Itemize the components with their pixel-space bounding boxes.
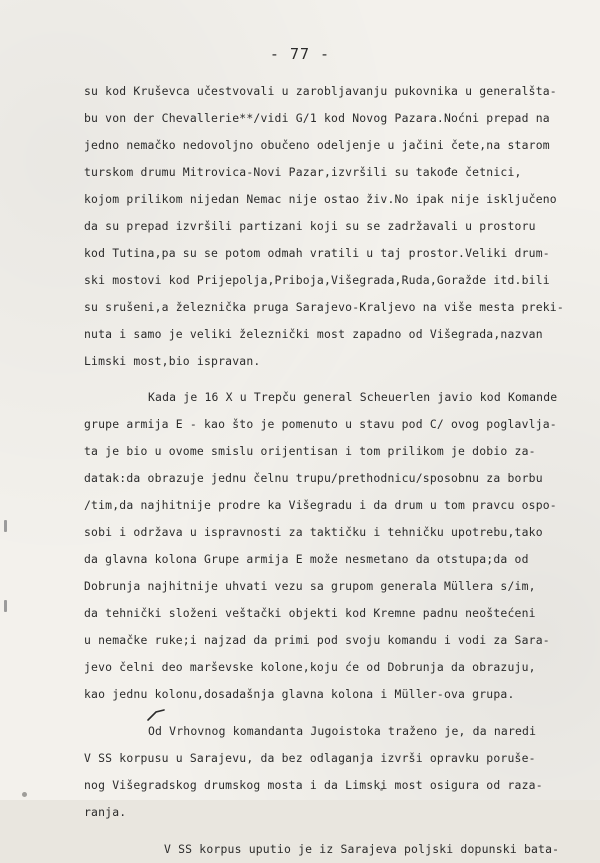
handwritten-pen-mark bbox=[146, 708, 166, 722]
text-line: Limski most,bio ispravan. bbox=[84, 354, 261, 368]
scan-artifact-speck bbox=[22, 792, 27, 797]
text-line: da tehnički složeni veštački objekti kod Kremne padnu neoštećeni bbox=[84, 606, 536, 620]
paragraph-3 bbox=[84, 718, 594, 826]
paragraph-1 bbox=[84, 78, 594, 375]
body-text bbox=[84, 78, 594, 863]
text-line: ski mostovi kod Prijepolja,Priboja,Višegrada,Ruda,Goražde itd.bili bbox=[84, 273, 550, 287]
paragraph-gap bbox=[84, 375, 594, 384]
text-line: ta je bio u ovome smislu orijentisan i tom prilikom je dobio za- bbox=[84, 444, 536, 458]
text-line: su kod Kruševca učestvovali u zarobljavanju pukovnika u generalšta- bbox=[84, 84, 557, 98]
text-line: u nemačke ruke;i najzad da primi pod svoju komandu i vodi za Sara- bbox=[84, 633, 550, 647]
text-line: ranja. bbox=[84, 805, 127, 819]
text-line: nog Višegradskog drumskog mosta i da Limski most osigura od raza- bbox=[84, 778, 543, 792]
text-line: V SS korpus uputio je iz Sarajeva poljski dopunski bata- bbox=[164, 842, 560, 856]
text-line: da glavna kolona Grupe armija E može nesmetano da otstupa;da od bbox=[84, 552, 529, 566]
text-line: kojom prilikom nijedan Nemac nije ostao živ.No ipak nije isključeno bbox=[84, 192, 557, 206]
text-line: kao jednu kolonu,dosadašnja glavna kolona i Müller-ova grupa. bbox=[84, 687, 515, 701]
text-line: V SS korpusu u Sarajevu, da bez odlaganja izvrši opravku poruše- bbox=[84, 751, 536, 765]
page-number: - 77 - bbox=[269, 45, 331, 63]
scan-artifact-speck bbox=[380, 788, 383, 791]
text-line: datak:da obrazuje jednu čelnu trupu/prethodnicu/sposobnu za borbu bbox=[84, 471, 543, 485]
text-line: Dobrunja najhitnije uhvati vezu sa grupom generala Müllera s/im, bbox=[84, 579, 536, 593]
text-line: turskom drumu Mitrovica-Novi Pazar,izvršili su takođe četnici, bbox=[84, 165, 522, 179]
text-line: jedno nemačko nedovoljno obučeno odeljenje u jačini čete,na starom bbox=[84, 138, 550, 152]
text-line: bu von der Chevallerie**/vidi G/1 kod Novog Pazara.Noćni prepad na bbox=[84, 111, 550, 125]
text-line: nuta i samo je veliki železnički most zapadno od Višegrada,nazvan bbox=[84, 327, 543, 341]
text-line: jevo čelni deo marševske kolone,koju će od Dobrunja da obrazuju, bbox=[84, 660, 536, 674]
text-line: grupe armija E - kao što je pomenuto u stavu pod C/ ovog poglavlja- bbox=[84, 417, 557, 431]
scan-artifact-mark bbox=[4, 600, 7, 612]
text-line: Od Vrhovnog komandanta Jugoistoka traženo je, da naredi bbox=[148, 724, 537, 738]
scan-artifact-mark bbox=[4, 520, 7, 532]
text-line: su srušeni,a železnička pruga Sarajevo-Kraljevo na više mesta preki- bbox=[84, 300, 564, 314]
paragraph-4 bbox=[84, 836, 594, 863]
text-line: sobi i održava u ispravnosti za taktičku i tehničku upotrebu,tako bbox=[84, 525, 543, 539]
paragraph-2 bbox=[84, 384, 594, 708]
text-line: Kada je 16 X u Trepču general Scheuerlen javio kod Komande bbox=[148, 390, 558, 404]
paragraph-gap bbox=[84, 826, 594, 836]
text-line: /tim,da najhitnije prodre ka Višegradu i da drum u tom pravcu ospo- bbox=[84, 498, 557, 512]
text-line: da su prepad izvršili partizani koji su se zadržavali u prostoru bbox=[84, 219, 536, 233]
text-line: kod Tutina,pa su se potom odmah vratili u taj prostor.Veliki drum- bbox=[84, 246, 550, 260]
